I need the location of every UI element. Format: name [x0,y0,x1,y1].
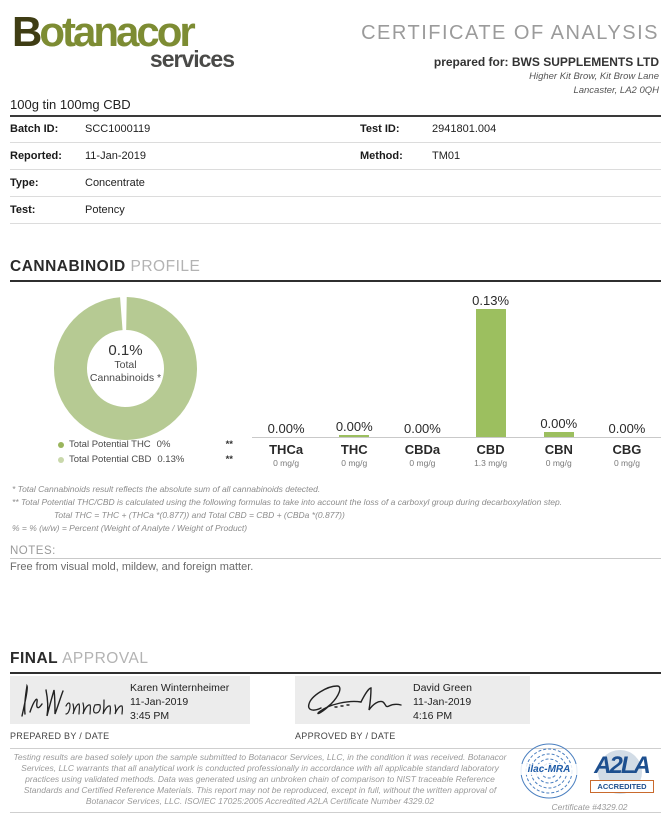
test-label: Test: [10,204,36,216]
bar-label-column [320,438,388,468]
bar-category-label: THCa [269,442,304,457]
method-label: Method: [360,150,403,162]
bar-value-label: 0.00% [540,416,578,431]
table-row [10,116,661,143]
legend-thc-value: 0% [156,439,171,450]
bar-mg-label: 0 mg/g [273,458,300,468]
donut-total-percent: 0.1% [108,342,143,359]
bar-mg-label: 0 mg/g [545,458,572,468]
bar-chart-labels [252,438,661,468]
bottom-rule [10,812,661,813]
donut-legend [58,437,233,467]
bar-column [388,421,456,437]
a2la-label: A2LA [594,752,649,779]
prepared-time: 3:45 PM [130,710,170,722]
bar [476,309,506,437]
logo-services-text: services [149,46,234,72]
a2la-accredited-label: ACCREDITED [590,780,654,793]
bar-value-label: 0.00% [335,419,373,434]
prepared-by-caption: PREPARED BY / DATE [10,731,110,741]
legal-disclaimer: Testing results are based solely upon the sample submitted to Botanacor Services, LLC, in the condition it was received. Botanacor Services, LLC warrants that all analytical work is conducted professionally in accordance with all applicable standard laboratory practices using validated methods. Data was generated using an unbroken chain of comparison to NIST traceable Reference Standards and Certified Reference Materials. This report may not be reproduced, except in full, without the written approval of Botanacor Services, LLC. ISO/IEC 17025:2005 Accredited A2LA Certificate Number 4329.02 [13,752,507,806]
a2la-badge-icon [584,750,659,798]
logo-rest: otanacor [39,8,193,55]
sample-info-table [10,116,661,224]
bar [544,432,574,437]
prepared-for-line: prepared for: BWS SUPPLEMENTS LTD [433,55,659,69]
product-title: 100g tin 100mg CBD [10,97,661,117]
logo-letter-b: B [12,8,40,55]
bar-label-column [388,438,456,468]
footnotes [12,483,657,535]
bar-value-label: 0.00% [267,421,305,436]
legend-swatch-cbd [58,457,64,463]
bar-category-label: CBD [476,442,505,457]
bar-category-label: THC [340,442,368,457]
approved-signature-block [295,676,530,724]
approved-signature-text [413,681,472,723]
bar-value-label: 0.13% [472,293,510,308]
legend-cbd-value: 0.13% [157,454,185,465]
bar-category-label: CBN [544,442,573,457]
coa-header-block [361,22,659,97]
cannabinoid-bar-chart [252,286,661,468]
bar-column [593,421,661,437]
client-address-line2: Lancaster, LA2 0QH [573,85,659,96]
prepared-signature-text [130,681,229,723]
bar-category-label: CBG [612,442,642,457]
reported-value: 11-Jan-2019 [85,150,146,162]
certificate-title: CERTIFICATE OF ANALYSIS [361,22,659,44]
batch-id-value: SCC1000119 [85,123,151,135]
approved-by-caption: APPROVED BY / DATE [295,731,396,741]
legend-cbd-footnote-mark: ** [225,454,233,465]
donut-label-line1: Total [114,359,137,371]
test-id-label: Test ID: [360,123,400,135]
notes-heading: NOTES: [10,545,661,559]
ilac-mra-label: ilac-MRA [520,764,578,775]
type-value: Concentrate [85,177,145,189]
certificate-number: Certificate #4329.02 [551,802,628,812]
legend-swatch-thc [58,442,64,448]
approved-time: 4:16 PM [413,710,453,722]
bar-mg-label: 0 mg/g [613,458,640,468]
prepared-signature-icon [14,678,129,724]
bar-category-label: CBDa [404,442,441,457]
notes-text: Free from visual mold, mildew, and foreign matter. [10,561,254,573]
table-row [10,170,661,197]
bar-column [320,419,388,437]
footnote-2: ** Total Potential THC/CBD is calculated using the following formulas to take into account the loss of a carboxyl group during decarboxylation step. [12,497,563,507]
bar-column [252,421,320,437]
client-address-line1: Higher Kit Brow, Kit Brow Lane [529,71,659,82]
cannabinoid-profile-heading: CANNABINOID PROFILE [10,258,661,282]
bar-column [457,293,525,437]
bar-mg-label: 0 mg/g [409,458,436,468]
approved-date: 11-Jan-2019 [413,696,472,708]
bar-value-label: 0.00% [403,421,441,436]
bar-label-column [593,438,661,468]
donut-label-line2: Cannabinoids * [89,372,162,384]
prepared-date: 11-Jan-2019 [130,696,189,708]
test-value: Potency [85,204,125,216]
prepared-signature-block [10,676,250,724]
method-value: TM01 [432,150,461,162]
final-approval-heading: FINAL APPROVAL [10,650,661,674]
footnote-formula: Total THC = THC + (THCa *(0.877)) and Total CBD = CBD + (CBDa *(0.877)) [54,510,345,520]
bar-value-label: 0.00% [608,421,646,436]
footnote-1: * Total Cannabinoids result reflects the absolute sum of all cannabinoids detected. [12,484,321,494]
legend-thc-footnote-mark: ** [225,439,233,450]
bar-chart-bars [252,286,661,438]
bar [339,435,369,437]
legend-item-thc: Total Potential THC 0% ** [58,437,233,452]
bar-column [525,416,593,437]
type-label: Type: [10,177,39,189]
bar-label-column [252,438,320,468]
bar-mg-label: 1.3 mg/g [474,458,508,468]
botanacor-logo [12,8,242,73]
legend-item-cbd: Total Potential CBD 0.13% ** [58,452,233,467]
reported-label: Reported: [10,150,62,162]
total-cannabinoids-donut-chart [53,296,198,441]
table-row [10,197,661,224]
bar-label-column [525,438,593,468]
approved-name: David Green [413,682,472,694]
prepared-name: Karen Winternheimer [130,682,230,694]
batch-id-label: Batch ID: [10,123,59,135]
bar-mg-label: 0 mg/g [341,458,368,468]
test-id-value: 2941801.004 [432,123,497,135]
footnote-percent-def: % = % (w/w) = Percent (Weight of Analyte / Weight of Product) [12,523,248,533]
ilac-mra-badge-icon [518,742,580,805]
approved-signature-icon [299,678,411,724]
bar-label-column [457,438,525,468]
table-row [10,143,661,170]
donut-center-text [53,342,198,385]
